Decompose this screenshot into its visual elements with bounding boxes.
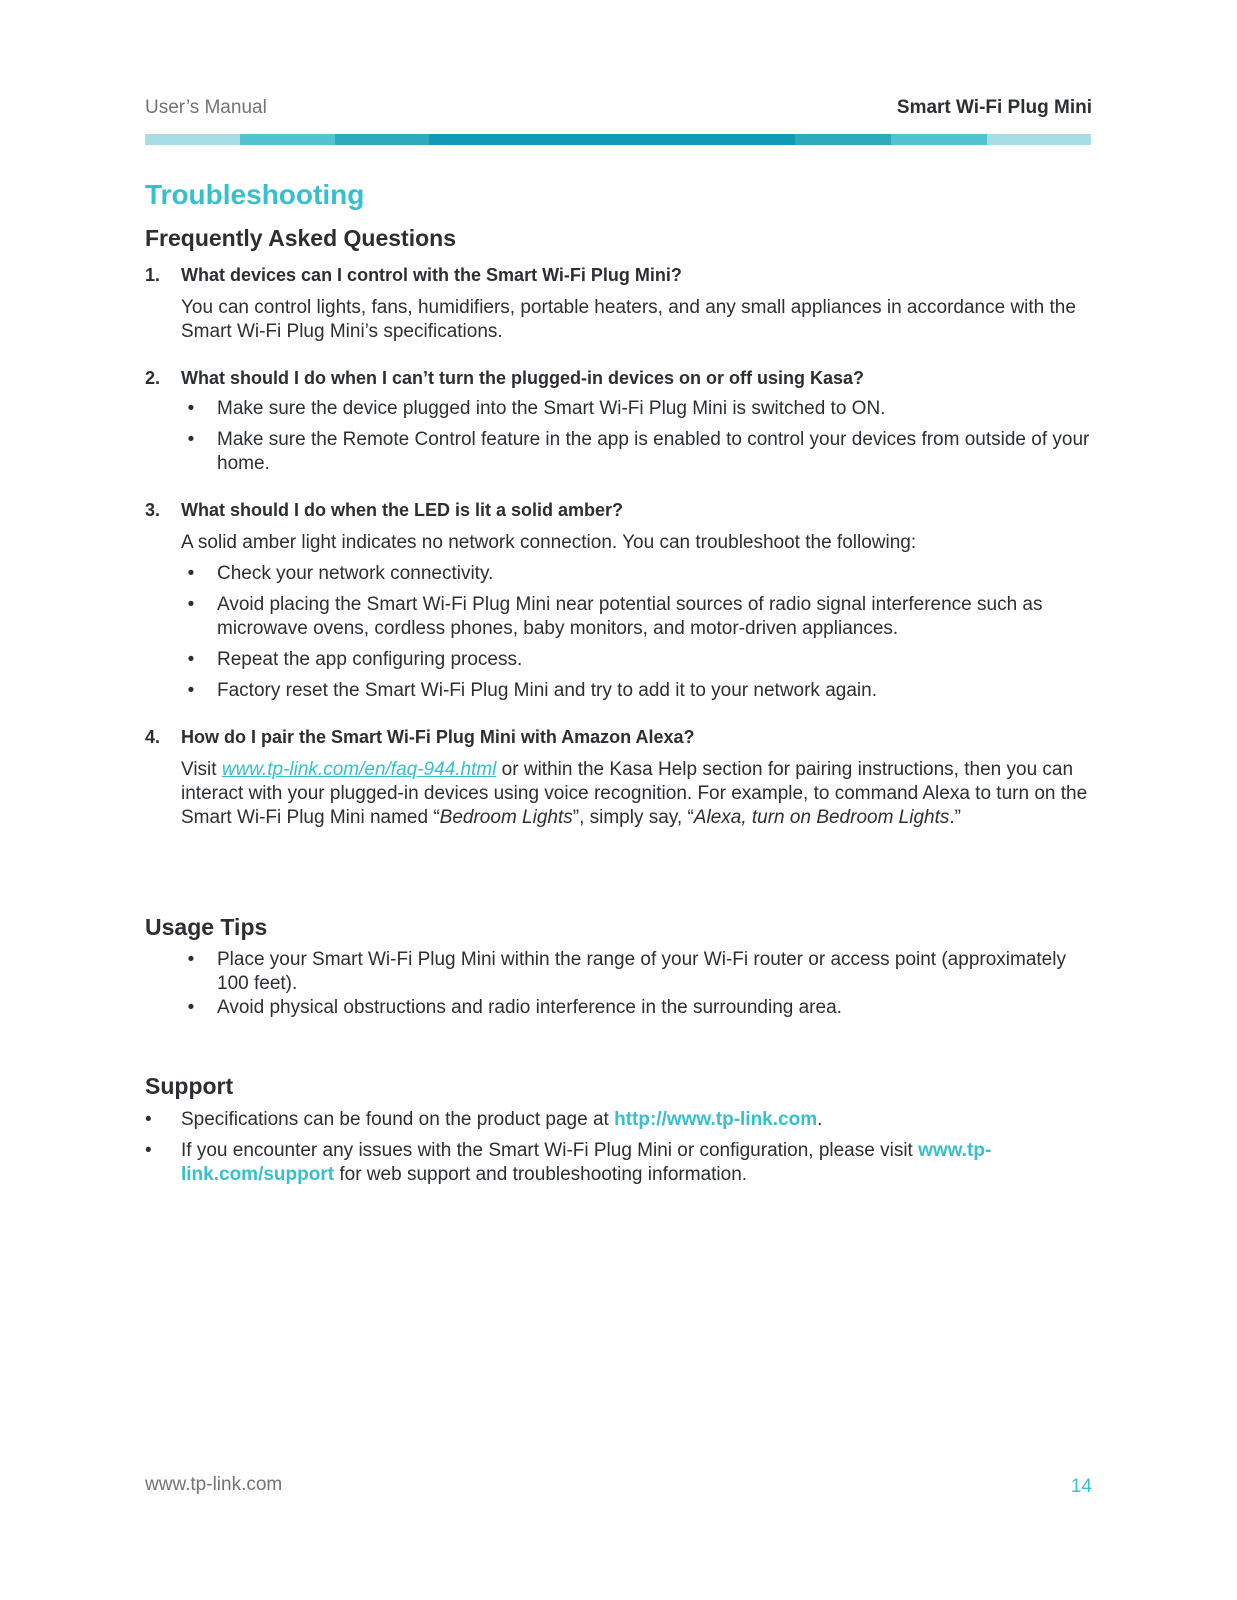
- list-item: [145, 593, 1091, 641]
- bullet-icon: •: [187, 594, 195, 615]
- color-bar-segment: [240, 134, 335, 145]
- support-heading: Support: [145, 1073, 234, 1099]
- question-text: What should I do when I can’t turn the plugged-in devices on or off using Kasa?: [181, 368, 865, 388]
- bullet-icon: •: [187, 563, 195, 584]
- answer-text: ”, simply say, “: [572, 807, 694, 828]
- list-item-text: Avoid placing the Smart Wi-Fi Plug Mini near potential sources of radio signal interference such as microwave ovens, cordless phones, baby monitors, and motor-driven appliances.: [217, 594, 1043, 639]
- question-number: 1.: [145, 265, 161, 285]
- tp-link-support-link[interactable]: www.tp-link.com/support: [181, 1140, 992, 1185]
- list-item: [145, 1139, 1091, 1187]
- header-product-name: Smart Wi-Fi Plug Mini: [896, 97, 1092, 118]
- color-bar-segment: [519, 134, 609, 145]
- list-item-text: Make sure the Remote Control feature in the app is enabled to control your devices from outside of your home.: [217, 429, 1090, 474]
- list-item: [145, 996, 1091, 1020]
- support-list: [145, 1108, 1091, 1187]
- page-number: 14: [1070, 1476, 1092, 1497]
- bullet-icon: •: [187, 997, 195, 1018]
- faq-bullet-list: [145, 562, 1091, 703]
- bullet-icon: •: [187, 949, 195, 970]
- main-content: [145, 175, 1091, 1187]
- list-item-text: Check your network connectivity.: [217, 563, 494, 584]
- header-manual-label: User’s Manual: [145, 97, 267, 118]
- question-number: 4.: [145, 727, 161, 747]
- list-item: [145, 562, 1091, 586]
- bullet-icon: •: [187, 398, 195, 419]
- color-bar-segment: [795, 134, 891, 145]
- list-item: [145, 428, 1091, 476]
- faq-question: [145, 725, 1091, 749]
- color-bar-segment: [891, 134, 987, 145]
- usage-tips-heading: Usage Tips: [145, 914, 268, 940]
- list-item-text: Avoid physical obstructions and radio interference in the surrounding area.: [217, 997, 842, 1018]
- bullet-icon: •: [187, 680, 195, 701]
- faq-question: [145, 366, 1091, 390]
- question-text: How do I pair the Smart Wi-Fi Plug Mini with Amazon Alexa?: [181, 727, 695, 747]
- list-item: [145, 648, 1091, 672]
- list-item-text: Repeat the app configuring process.: [217, 649, 523, 670]
- list-item-text: If you encounter any issues with the Smart Wi-Fi Plug Mini or configuration, please visit: [181, 1140, 919, 1161]
- answer-text: .”: [949, 807, 961, 828]
- faq-bullet-list: [145, 397, 1091, 476]
- bullet-icon: •: [145, 1140, 152, 1161]
- faq-answer: You can control lights, fans, humidifiers, portable heaters, and any small appliances in accordance with the Smart Wi-Fi Plug Mini’s specifications.: [181, 297, 1076, 342]
- color-bar-segment: [429, 134, 519, 145]
- list-item-text: Place your Smart Wi-Fi Plug Mini within the range of your Wi-Fi router or access point (approximately 100 feet).: [217, 949, 1066, 994]
- answer-text: or within the Kasa Help section for pairing instructions, then you can interact with your plugged-in devices using voice recognition. For example, to command Alexa to turn on the Smart Wi-Fi Plug Mini named “: [181, 759, 1088, 828]
- list-item-text: .: [817, 1109, 823, 1130]
- color-bar-segment: [987, 134, 1091, 145]
- color-bar-segment: [699, 134, 795, 145]
- bullet-icon: •: [187, 429, 195, 450]
- faq-heading: Frequently Asked Questions: [145, 225, 456, 251]
- list-item-text: Factory reset the Smart Wi-Fi Plug Mini and try to add it to your network again.: [217, 680, 877, 701]
- bullet-icon: •: [145, 1109, 152, 1130]
- list-item: [145, 1108, 1091, 1132]
- header-color-bar: [145, 134, 1091, 145]
- faq-944-link[interactable]: www.tp-link.com/en/faq-944.html: [221, 759, 497, 780]
- question-number: 2.: [145, 368, 161, 388]
- page-title: Troubleshooting: [145, 179, 365, 210]
- question-text: What should I do when the LED is lit a solid amber?: [181, 500, 624, 520]
- list-item: [145, 397, 1091, 421]
- list-item-text: Make sure the device plugged into the Smart Wi-Fi Plug Mini is switched to ON.: [217, 398, 886, 419]
- color-bar-segment: [335, 134, 429, 145]
- answer-text: Visit: [181, 759, 222, 780]
- list-item-text: Specifications can be found on the product page at: [181, 1109, 615, 1130]
- footer-website: www.tp-link.com: [145, 1474, 283, 1495]
- faq-answer: [181, 758, 1091, 830]
- device-name-example: Bedroom Lights: [439, 807, 573, 828]
- faq-question: [145, 263, 1091, 287]
- faq-question: [145, 498, 1091, 522]
- list-item: [145, 679, 1091, 703]
- color-bar-segment: [145, 134, 240, 145]
- list-item: [145, 948, 1091, 996]
- question-text: What devices can I control with the Smart Wi-Fi Plug Mini?: [181, 265, 682, 285]
- voice-command-example: Alexa, turn on Bedroom Lights: [693, 807, 950, 828]
- color-bar-segment: [609, 134, 699, 145]
- faq-answer: A solid amber light indicates no network connection. You can troubleshoot the following:: [181, 532, 917, 553]
- tp-link-homepage-link[interactable]: http://www.tp-link.com: [614, 1109, 818, 1130]
- list-item-text: for web support and troubleshooting information.: [334, 1164, 748, 1185]
- bullet-icon: •: [187, 649, 195, 670]
- question-number: 3.: [145, 500, 161, 520]
- usage-tips-list: [145, 948, 1091, 1020]
